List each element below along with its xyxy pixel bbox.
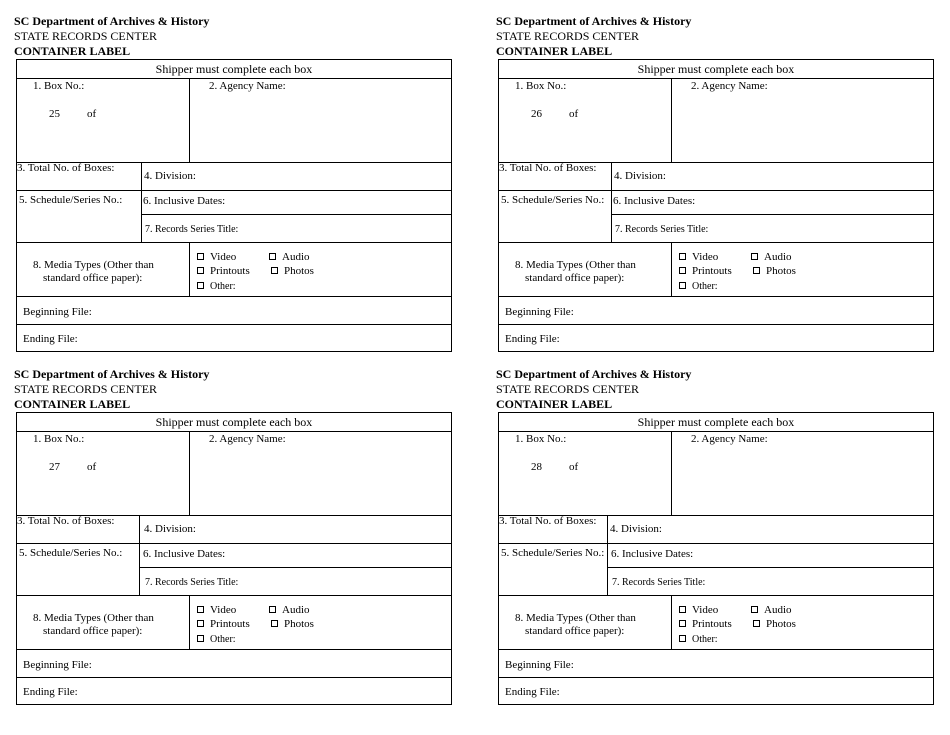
printouts-checkbox[interactable]: Printouts	[679, 265, 732, 278]
box-number-value[interactable]: 28	[531, 461, 542, 473]
ending-file-field[interactable]: Ending File:	[23, 333, 78, 345]
media-types-label: 8. Media Types (Other than	[515, 612, 636, 624]
division-field[interactable]: 4. Division:	[144, 170, 196, 182]
schedule-series-field[interactable]: 5. Schedule/Series No.:	[501, 547, 605, 559]
checkbox-icon	[197, 635, 204, 642]
box-number-value[interactable]: 25	[49, 108, 60, 120]
of-label: of	[569, 108, 579, 120]
total-boxes-field[interactable]: 3. Total No. of Boxes:	[499, 515, 597, 527]
audio-checkbox[interactable]: Audio	[751, 251, 792, 264]
beginning-file-field[interactable]: Beginning File:	[23, 306, 92, 318]
checkbox-icon	[751, 606, 758, 613]
division-field[interactable]: 4. Division:	[614, 170, 666, 182]
division-field[interactable]: 4. Division:	[144, 523, 196, 535]
box-no-label: 1. Box No.:	[33, 433, 85, 445]
other-checkbox[interactable]: Other:	[197, 633, 236, 646]
instruction-text: Shipper must complete each box	[155, 415, 313, 429]
total-boxes-field[interactable]: 3. Total No. of Boxes:	[17, 515, 115, 527]
label-form	[16, 412, 452, 705]
records-series-title-field[interactable]: 7. Records Series Title:	[615, 224, 709, 235]
records-series-title-field[interactable]: 7. Records Series Title:	[145, 577, 239, 588]
video-checkbox[interactable]: Video	[679, 251, 718, 264]
container-label-title: CONTAINER LABEL	[496, 44, 613, 58]
photos-checkbox[interactable]: Photos	[271, 265, 314, 278]
checkbox-icon	[197, 282, 204, 289]
other-checkbox[interactable]: Other:	[197, 280, 236, 293]
of-label: of	[569, 461, 579, 473]
box-no-label: 1. Box No.:	[515, 80, 567, 92]
checkbox-icon	[679, 253, 686, 260]
photos-checkbox[interactable]: Photos	[753, 265, 796, 278]
box-no-label: 1. Box No.:	[515, 433, 567, 445]
label-form	[498, 412, 934, 705]
checkbox-icon	[753, 267, 760, 274]
checkbox-icon	[271, 620, 278, 627]
of-label: of	[87, 461, 97, 473]
photos-checkbox[interactable]: Photos	[271, 618, 314, 631]
label-form	[16, 59, 452, 352]
label-form	[498, 59, 934, 352]
of-label: of	[87, 108, 97, 120]
media-types-label: 8. Media Types (Other than	[515, 259, 636, 271]
ending-file-field[interactable]: Ending File:	[505, 333, 560, 345]
schedule-series-field[interactable]: 5. Schedule/Series No.:	[19, 194, 123, 206]
checkbox-icon	[679, 606, 686, 613]
department-name: SC Department of Archives & History	[14, 14, 210, 28]
media-types-sublabel: standard office paper):	[43, 625, 143, 637]
container-label-title: CONTAINER LABEL	[14, 397, 131, 411]
checkbox-icon	[197, 606, 204, 613]
container-label	[496, 367, 936, 712]
total-boxes-field[interactable]: 3. Total No. of Boxes:	[17, 162, 115, 174]
audio-checkbox[interactable]: Audio	[269, 604, 310, 617]
ending-file-field[interactable]: Ending File:	[23, 686, 78, 698]
department-name: SC Department of Archives & History	[14, 367, 210, 381]
checkbox-icon	[753, 620, 760, 627]
media-types-label: 8. Media Types (Other than	[33, 612, 154, 624]
division-field[interactable]: 4. Division:	[610, 523, 662, 535]
inclusive-dates-field[interactable]: 6. Inclusive Dates:	[143, 548, 226, 560]
checkbox-icon	[679, 282, 686, 289]
agency-name-field[interactable]: 2. Agency Name:	[209, 80, 286, 92]
video-checkbox[interactable]: Video	[197, 251, 236, 264]
checkbox-icon	[197, 267, 204, 274]
box-no-label: 1. Box No.:	[33, 80, 85, 92]
printouts-checkbox[interactable]: Printouts	[197, 265, 250, 278]
beginning-file-field[interactable]: Beginning File:	[505, 306, 574, 318]
other-checkbox[interactable]: Other:	[679, 280, 718, 293]
checkbox-icon	[679, 267, 686, 274]
checkbox-icon	[271, 267, 278, 274]
records-center-name: STATE RECORDS CENTER	[496, 29, 640, 43]
beginning-file-field[interactable]: Beginning File:	[23, 659, 92, 671]
box-number-value[interactable]: 26	[531, 108, 542, 120]
checkbox-icon	[679, 620, 686, 627]
media-types-sublabel: standard office paper):	[525, 625, 625, 637]
container-label	[496, 14, 936, 359]
records-center-name: STATE RECORDS CENTER	[14, 29, 158, 43]
video-checkbox[interactable]: Video	[679, 604, 718, 617]
instruction-text: Shipper must complete each box	[155, 62, 313, 76]
records-center-name: STATE RECORDS CENTER	[14, 382, 158, 396]
box-number-value[interactable]: 27	[49, 461, 60, 473]
beginning-file-field[interactable]: Beginning File:	[505, 659, 574, 671]
ending-file-field[interactable]: Ending File:	[505, 686, 560, 698]
records-series-title-field[interactable]: 7. Records Series Title:	[145, 224, 239, 235]
schedule-series-field[interactable]: 5. Schedule/Series No.:	[501, 194, 605, 206]
container-label	[14, 367, 454, 712]
department-name: SC Department of Archives & History	[496, 14, 692, 28]
photos-checkbox[interactable]: Photos	[753, 618, 796, 631]
agency-name-field[interactable]: 2. Agency Name:	[691, 433, 768, 445]
printouts-checkbox[interactable]: Printouts	[679, 618, 732, 631]
records-center-name: STATE RECORDS CENTER	[496, 382, 640, 396]
container-label-title: CONTAINER LABEL	[14, 44, 131, 58]
media-types-sublabel: standard office paper):	[525, 272, 625, 284]
total-boxes-field[interactable]: 3. Total No. of Boxes:	[499, 162, 597, 174]
inclusive-dates-field[interactable]: 6. Inclusive Dates:	[613, 195, 696, 207]
checkbox-icon	[197, 620, 204, 627]
audio-checkbox[interactable]: Audio	[269, 251, 310, 264]
audio-checkbox[interactable]: Audio	[751, 604, 792, 617]
records-series-title-field[interactable]: 7. Records Series Title:	[612, 577, 706, 588]
checkbox-icon	[679, 635, 686, 642]
inclusive-dates-field[interactable]: 6. Inclusive Dates:	[143, 195, 226, 207]
media-types-label: 8. Media Types (Other than	[33, 259, 154, 271]
schedule-series-field[interactable]: 5. Schedule/Series No.:	[19, 547, 123, 559]
media-types-sublabel: standard office paper):	[43, 272, 143, 284]
container-label-title: CONTAINER LABEL	[496, 397, 613, 411]
other-checkbox[interactable]: Other:	[679, 633, 718, 646]
checkbox-icon	[269, 606, 276, 613]
agency-name-field[interactable]: 2. Agency Name:	[209, 433, 286, 445]
checkbox-icon	[751, 253, 758, 260]
checkbox-icon	[269, 253, 276, 260]
checkbox-icon	[197, 253, 204, 260]
container-label	[14, 14, 454, 359]
instruction-text: Shipper must complete each box	[637, 62, 795, 76]
department-name: SC Department of Archives & History	[496, 367, 692, 381]
agency-name-field[interactable]: 2. Agency Name:	[691, 80, 768, 92]
instruction-text: Shipper must complete each box	[637, 415, 795, 429]
printouts-checkbox[interactable]: Printouts	[197, 618, 250, 631]
video-checkbox[interactable]: Video	[197, 604, 236, 617]
inclusive-dates-field[interactable]: 6. Inclusive Dates:	[611, 548, 694, 560]
